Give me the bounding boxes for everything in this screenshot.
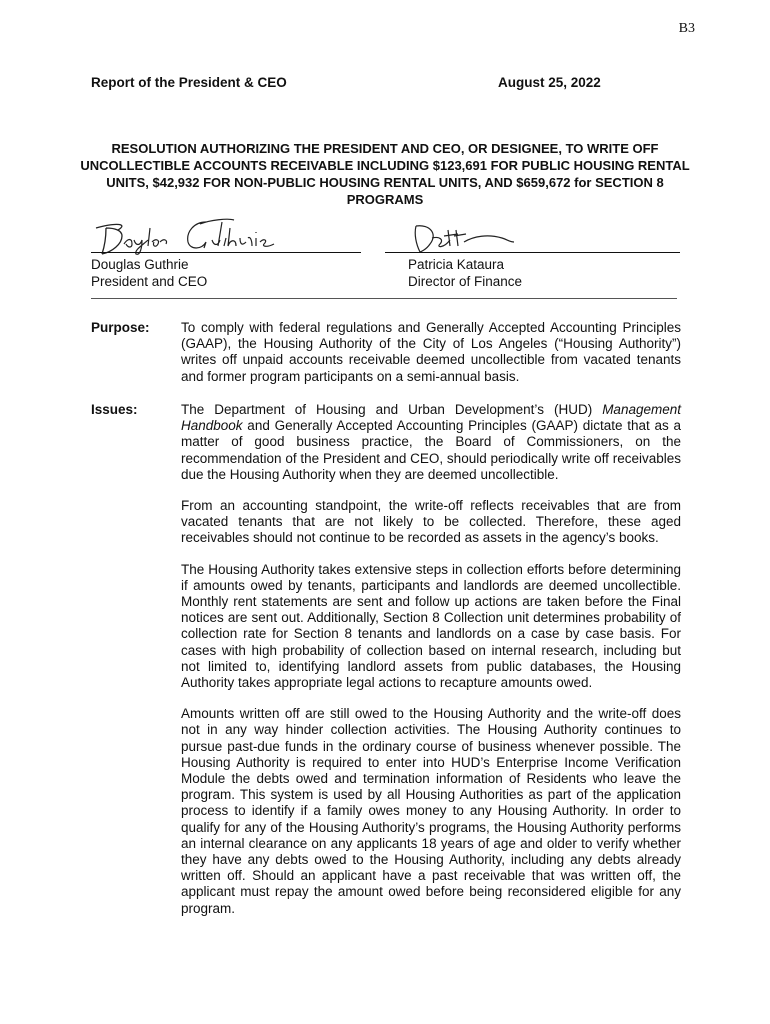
signatory-ceo	[91, 256, 207, 290]
purpose-text: To comply with federal regulations and Generally Accepted Accounting Principles (GAAP), the Housing Authority of the City of Los Angeles (“Housing Authority”) writes off unpaid accounts receivable deemed uncollectible from vacated tenants and former program participants on a semi-annual basis.	[181, 320, 681, 384]
issues-paragraph-3: The Housing Authority takes extensive steps in collection efforts before determining if amounts owed by tenants, participants and landlords are deemed uncollectible. Monthly rent statements are sent and follow up actions are taken before the Final notices are sent out. Additionally, Section 8 Collection unit determines probability of collection rate for Section 8 tenants and landlords on a case by case basis. For cases with high probability of collection based on internal research, including but not limited to, identifying landlord assets from public databases, the Housing Authority takes appropriate legal actions to recapture amounts owed.	[181, 561, 681, 691]
signature-line-finance	[385, 252, 680, 253]
purpose-label: Purpose:	[91, 320, 150, 335]
report-of-heading: Report of the President & CEO	[91, 75, 287, 90]
page-id: B3	[678, 21, 695, 36]
issues-paragraph-4: Amounts written off are still owed to the Housing Authority and the write-off does not in any way hinder collection activities. The Housing Authority continues to pursue past-due funds in the ordinary course of business whenever possible. The Housing Authority is required to enter into HUD’s Enterprise Income Verification Module the debts owed and termination information of Residents who leave the program. This system is used by all Housing Authorities as part of the application process to identify if a family owes money to any Housing Authority. In order to qualify for any of the Housing Authority’s programs, the Housing Authority performs an internal clearance on any applicants 18 years of age and older to verify whether they have any debts owed to the Housing Authority, including any debts already written off. Should an applicant have a past receivable that was written off, the applicant must repay the amount owed before being reconsidered eligible for any program.	[181, 706, 681, 916]
section-divider	[91, 298, 677, 299]
report-date: August 25, 2022	[498, 75, 601, 90]
signatory-name: Patricia Kataura	[408, 257, 505, 272]
issues-p1-before: The Department of Housing and Urban Development’s (HUD)	[181, 402, 603, 417]
signatory-role: Director of Finance	[408, 274, 523, 289]
signature-line-ceo	[91, 252, 361, 253]
issues-p1-italic: Management Handbook	[181, 402, 681, 434]
issues-p1-after: and Generally Accepted Accounting Principles (GAAP) dictate that as a matter of good business practice, the Board of Commissioners, on the recommendation of the President and CEO, should periodically write off receivables due the Housing Authority when they are deemed uncollectible.	[181, 418, 681, 482]
signature-douglas-guthrie	[88, 214, 298, 256]
signatory-name: Douglas Guthrie	[91, 257, 189, 272]
signatory-finance	[408, 256, 522, 290]
signature-patricia-kataura	[410, 222, 520, 254]
issues-section	[181, 402, 681, 932]
purpose-section	[181, 320, 681, 400]
signatory-role: President and CEO	[91, 274, 208, 289]
resolution-title: RESOLUTION AUTHORIZING THE PRESIDENT AND CEO, OR DESIGNEE, TO WRITE OFF UNCOLLECTIBLE ACCOUNTS RECEIVABLE INCLUDING $123,691 FOR PUBLIC HOUSING RENTAL UNITS, $42,932 FOR NON-PUBLIC HOUSING RENTAL UNITS, AND $659,672 for SECTION 8 PROGRAMS	[80, 141, 690, 207]
issues-label: Issues:	[91, 402, 138, 417]
issues-paragraph-2: From an accounting standpoint, the write-off reflects receivables that are from vacated tenants that are not likely to be collected. Therefore, these aged receivables should not continue to be recorded as assets in the agency’s books.	[181, 498, 681, 546]
issues-paragraph-1	[181, 402, 681, 483]
